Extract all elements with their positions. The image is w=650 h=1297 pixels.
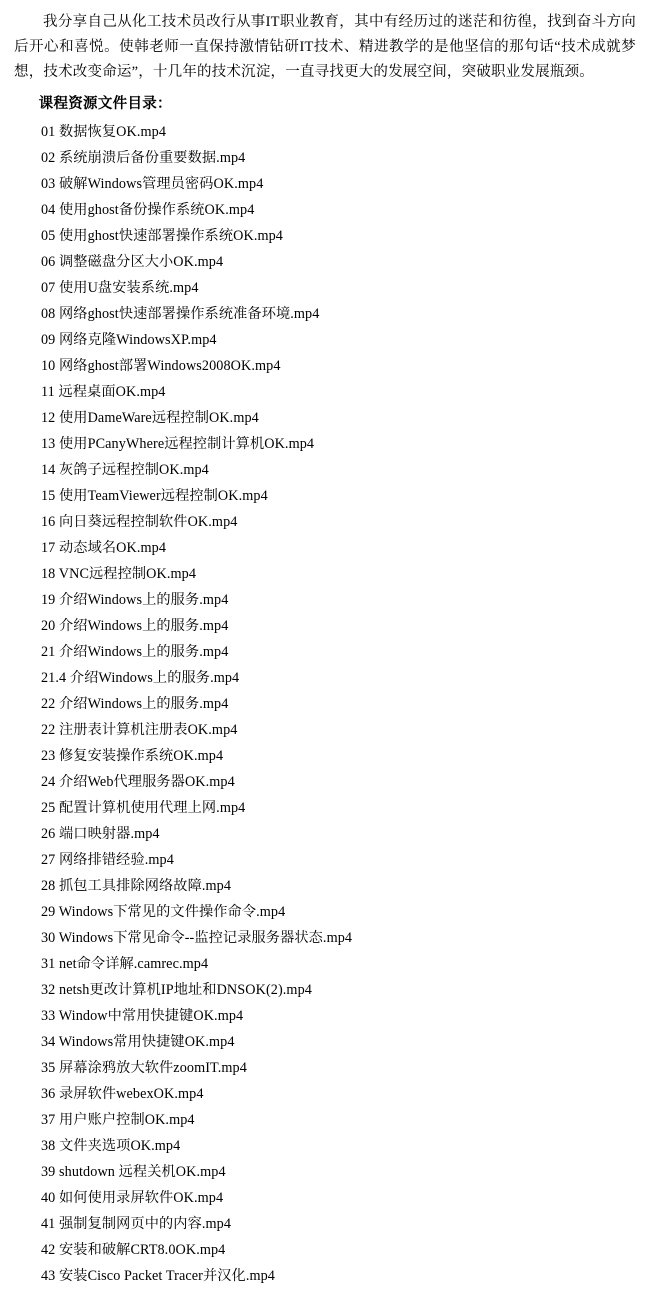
list-item: 35 屏幕涂鸦放大软件zoomIT.mp4 — [40, 1060, 247, 1076]
list-item: 07 使用U盘安装系统.mp4 — [40, 280, 199, 296]
list-item: 24 介绍Web代理服务器OK.mp4 — [40, 774, 235, 790]
list-item: 25 配置计算机使用代理上网.mp4 — [40, 800, 246, 816]
list-item: 03 破解Windows管理员密码OK.mp4 — [40, 176, 264, 192]
list-item: 30 Windows下常见命令--监控记录服务器状态.mp4 — [40, 930, 353, 946]
list-item: 13 使用PCanyWhere远程控制计算机OK.mp4 — [40, 436, 315, 452]
list-item: 42 安装和破解CRT8.0OK.mp4 — [40, 1242, 226, 1258]
list-item: 23 修复安装操作系统OK.mp4 — [40, 748, 224, 764]
list-item: 40 如何使用录屏软件OK.mp4 — [40, 1190, 224, 1206]
list-item: 01 数据恢复OK.mp4 — [40, 124, 167, 140]
list-item: 18 VNC远程控制OK.mp4 — [40, 566, 197, 582]
list-item: 20 介绍Windows上的服务.mp4 — [40, 618, 229, 634]
file-list — [14, 119, 636, 1289]
list-item: 38 文件夹选项OK.mp4 — [40, 1138, 181, 1154]
list-item: 32 netsh更改计算机IP地址和DNSOK(2).mp4 — [40, 982, 312, 998]
list-item: 19 介绍Windows上的服务.mp4 — [40, 592, 229, 608]
list-item: 31 net命令详解.camrec.mp4 — [40, 956, 209, 972]
list-item: 11 远程桌面OK.mp4 — [40, 384, 166, 400]
list-item: 15 使用TeamViewer远程控制OK.mp4 — [40, 488, 268, 504]
list-item: 22 介绍Windows上的服务.mp4 — [40, 696, 229, 712]
list-item: 37 用户账户控制OK.mp4 — [40, 1112, 195, 1128]
list-item: 14 灰鸽子远程控制OK.mp4 — [40, 462, 209, 478]
list-item: 43 安装Cisco Packet Tracer并汉化.mp4 — [40, 1268, 275, 1284]
list-item: 04 使用ghost备份操作系统OK.mp4 — [40, 202, 255, 218]
list-item: 22 注册表计算机注册表OK.mp4 — [40, 722, 238, 738]
list-item: 10 网络ghost部署Windows2008OK.mp4 — [40, 358, 281, 374]
list-item: 33 Window中常用快捷键OK.mp4 — [40, 1008, 244, 1024]
section-title: 课程资源文件目录： — [38, 96, 172, 112]
list-item: 29 Windows下常见的文件操作命令.mp4 — [40, 904, 286, 920]
list-item: 41 强制复制网页中的内容.mp4 — [40, 1216, 232, 1232]
list-item: 17 动态域名OK.mp4 — [40, 540, 167, 556]
list-item: 21.4 介绍Windows上的服务.mp4 — [40, 670, 240, 686]
list-item: 16 向日葵远程控制软件OK.mp4 — [40, 514, 238, 530]
list-item: 27 网络排错经验.mp4 — [40, 852, 174, 868]
list-item: 08 网络ghost快速部署操作系统准备环境.mp4 — [40, 306, 320, 322]
list-item: 05 使用ghost快速部署操作系统OK.mp4 — [40, 228, 283, 244]
list-item: 28 抓包工具排除网络故障.mp4 — [40, 878, 232, 894]
list-item: 12 使用DameWare远程控制OK.mp4 — [40, 410, 259, 426]
list-item: 02 系统崩溃后备份重要数据.mp4 — [40, 150, 246, 166]
list-item: 06 调整磁盘分区大小OK.mp4 — [40, 254, 224, 270]
list-item: 26 端口映射器.mp4 — [40, 826, 160, 842]
list-item: 36 录屏软件webexOK.mp4 — [40, 1086, 204, 1102]
list-item: 21 介绍Windows上的服务.mp4 — [40, 644, 229, 660]
list-item: 34 Windows常用快捷键OK.mp4 — [40, 1034, 235, 1050]
intro-paragraph: 我分享自己从化工技术员改行从事IT职业教育，其中有经历过的迷茫和彷徨，找到奋斗方向后开心和喜悦。使韩老师一直保持激情钻研IT技术、精进教学的是他坚信的那句话“技术成就梦想，技术改变命运”，十几年的技术沉淀，一直寻找更大的发展空间，突破职业发展瓶颈。 — [14, 14, 636, 80]
list-item: 09 网络克隆WindowsXP.mp4 — [40, 332, 217, 348]
list-item: 39 shutdown 远程关机OK.mp4 — [40, 1164, 226, 1180]
